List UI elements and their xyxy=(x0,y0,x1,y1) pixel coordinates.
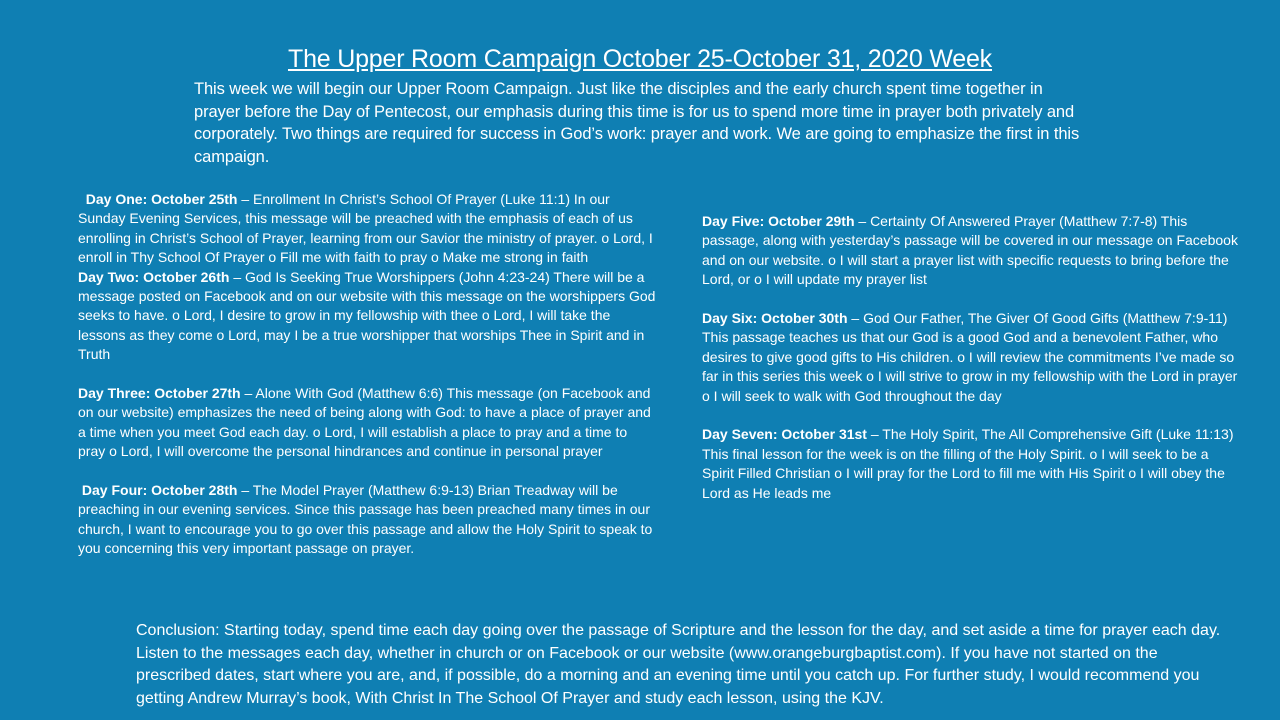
day-five-heading: Day Five: October 29th xyxy=(702,213,855,229)
intro-paragraph: This week we will begin our Upper Room Campaign. Just like the disciples and the early church spent time together in prayer before the Day of Pentecost, our emphasis during this time is for us to spend more time in prayer both privately and corporately. Two things are required for success in God’s work: prayer and work. We are going to emphasize the first in this campaign. xyxy=(194,80,1080,166)
day-one-entry xyxy=(78,190,658,268)
day-two-heading: Day Two: October 26th xyxy=(78,268,230,285)
day-four-text: – The Model Prayer (Matthew 6:9-13) Brian Treadway will be preaching in our evening services. Since this passage has been preached many times in our church, I want to encourage you to go over this passage and allow the Holy Spirit to speak to you concerning this very important passage on prayer. xyxy=(78,482,653,557)
day-three-entry xyxy=(78,384,658,462)
day-six-entry xyxy=(702,309,1242,406)
day-six-text: – God Our Father, The Giver Of Good Gifts (Matthew 7:9-11) This passage teaches us that our God is a good God and a benevolent Father, who desires to give good gifts to His children. o I will review the commitments I’ve made so far in this series this week o I will strive to grow in my fellowship with the Lord in prayer o I will seek to walk with God throughout the day xyxy=(702,310,1238,404)
day-two-entry xyxy=(78,268,658,365)
day-three-text: – Alone With God (Matthew 6:6) This message (on Facebook and on our website) emphasizes the need of being along with God: to have a place of prayer and a time when you meet God each day. o Lord, I will establish a place to pray and a time to pray o Lord, I will overcome the personal hindrances and continue in personal prayer xyxy=(78,385,651,460)
day-one-text: – Enrollment In Christ’s School Of Prayer (Luke 11:1) In our Sunday Evening Services, this message will be preached with the emphasis of each of us enrolling in Christ’s School of Prayer, learning from our Savior the ministry of prayer. o Lord, I enroll in Thy School Of Prayer o Fill me with faith to pray o Make me strong in faith xyxy=(78,191,653,266)
conclusion-paragraph: Conclusion: Starting today, spend time each day going over the passage of Scripture and the lesson for the day, and set aside a time for prayer each day. Listen to the messages each day, whether in church or on Facebook or our website (www.orangeburgbaptist.com). If you have not started on the prescribed dates, start where you are, and, if possible, do a morning and an evening time until you catch up. For further study, I would recommend you getting Andrew Murray’s book, With Christ In The School Of Prayer and study each lesson, using the KJV. xyxy=(136,622,1221,707)
day-three-heading: Day Three: October 27th xyxy=(78,385,241,402)
day-five-entry xyxy=(702,212,1242,290)
day-one-heading: Day One: October 25th xyxy=(85,191,238,207)
day-two-text: – God Is Seeking True Worshippers (John 4:23-24) There will be a message posted on Facebook and on our website with this message on the worshippers God seeks to have. o Lord, I desire to grow in my fellowship with thee o Lord, I will take the lessons as they come o Lord, may I be a true worshipper that worships Thee in Spirit and in Truth xyxy=(78,268,656,363)
day-four-heading: Day Four: October 28th xyxy=(81,482,238,499)
day-seven-heading: Day Seven: October 31st xyxy=(702,426,867,443)
day-seven-entry xyxy=(702,425,1242,503)
day-four-entry xyxy=(78,481,658,559)
day-five-text: – Certainty Of Answered Prayer (Matthew 7:7-8) This passage, along with yesterday’s passage will be covered in our message on Facebook and on our website. o I will start a prayer list with specific requests to bring before the Lord, or o I will update my prayer list xyxy=(702,213,1238,288)
right-column xyxy=(702,212,1242,503)
page-title: The Upper Room Campaign October 25-October 31, 2020 Week xyxy=(288,45,992,73)
left-column xyxy=(78,190,658,559)
day-six-heading: Day Six: October 30th xyxy=(702,310,848,327)
day-seven-text: – The Holy Spirit, The All Comprehensive Gift (Luke 11:13) This final lesson for the week is on the filling of the Holy Spirit. o I will seek to be a Spirit Filled Christian o I will pray for the Lord to fill me with His Spirit o I will obey the Lord as He leads me xyxy=(702,426,1234,501)
